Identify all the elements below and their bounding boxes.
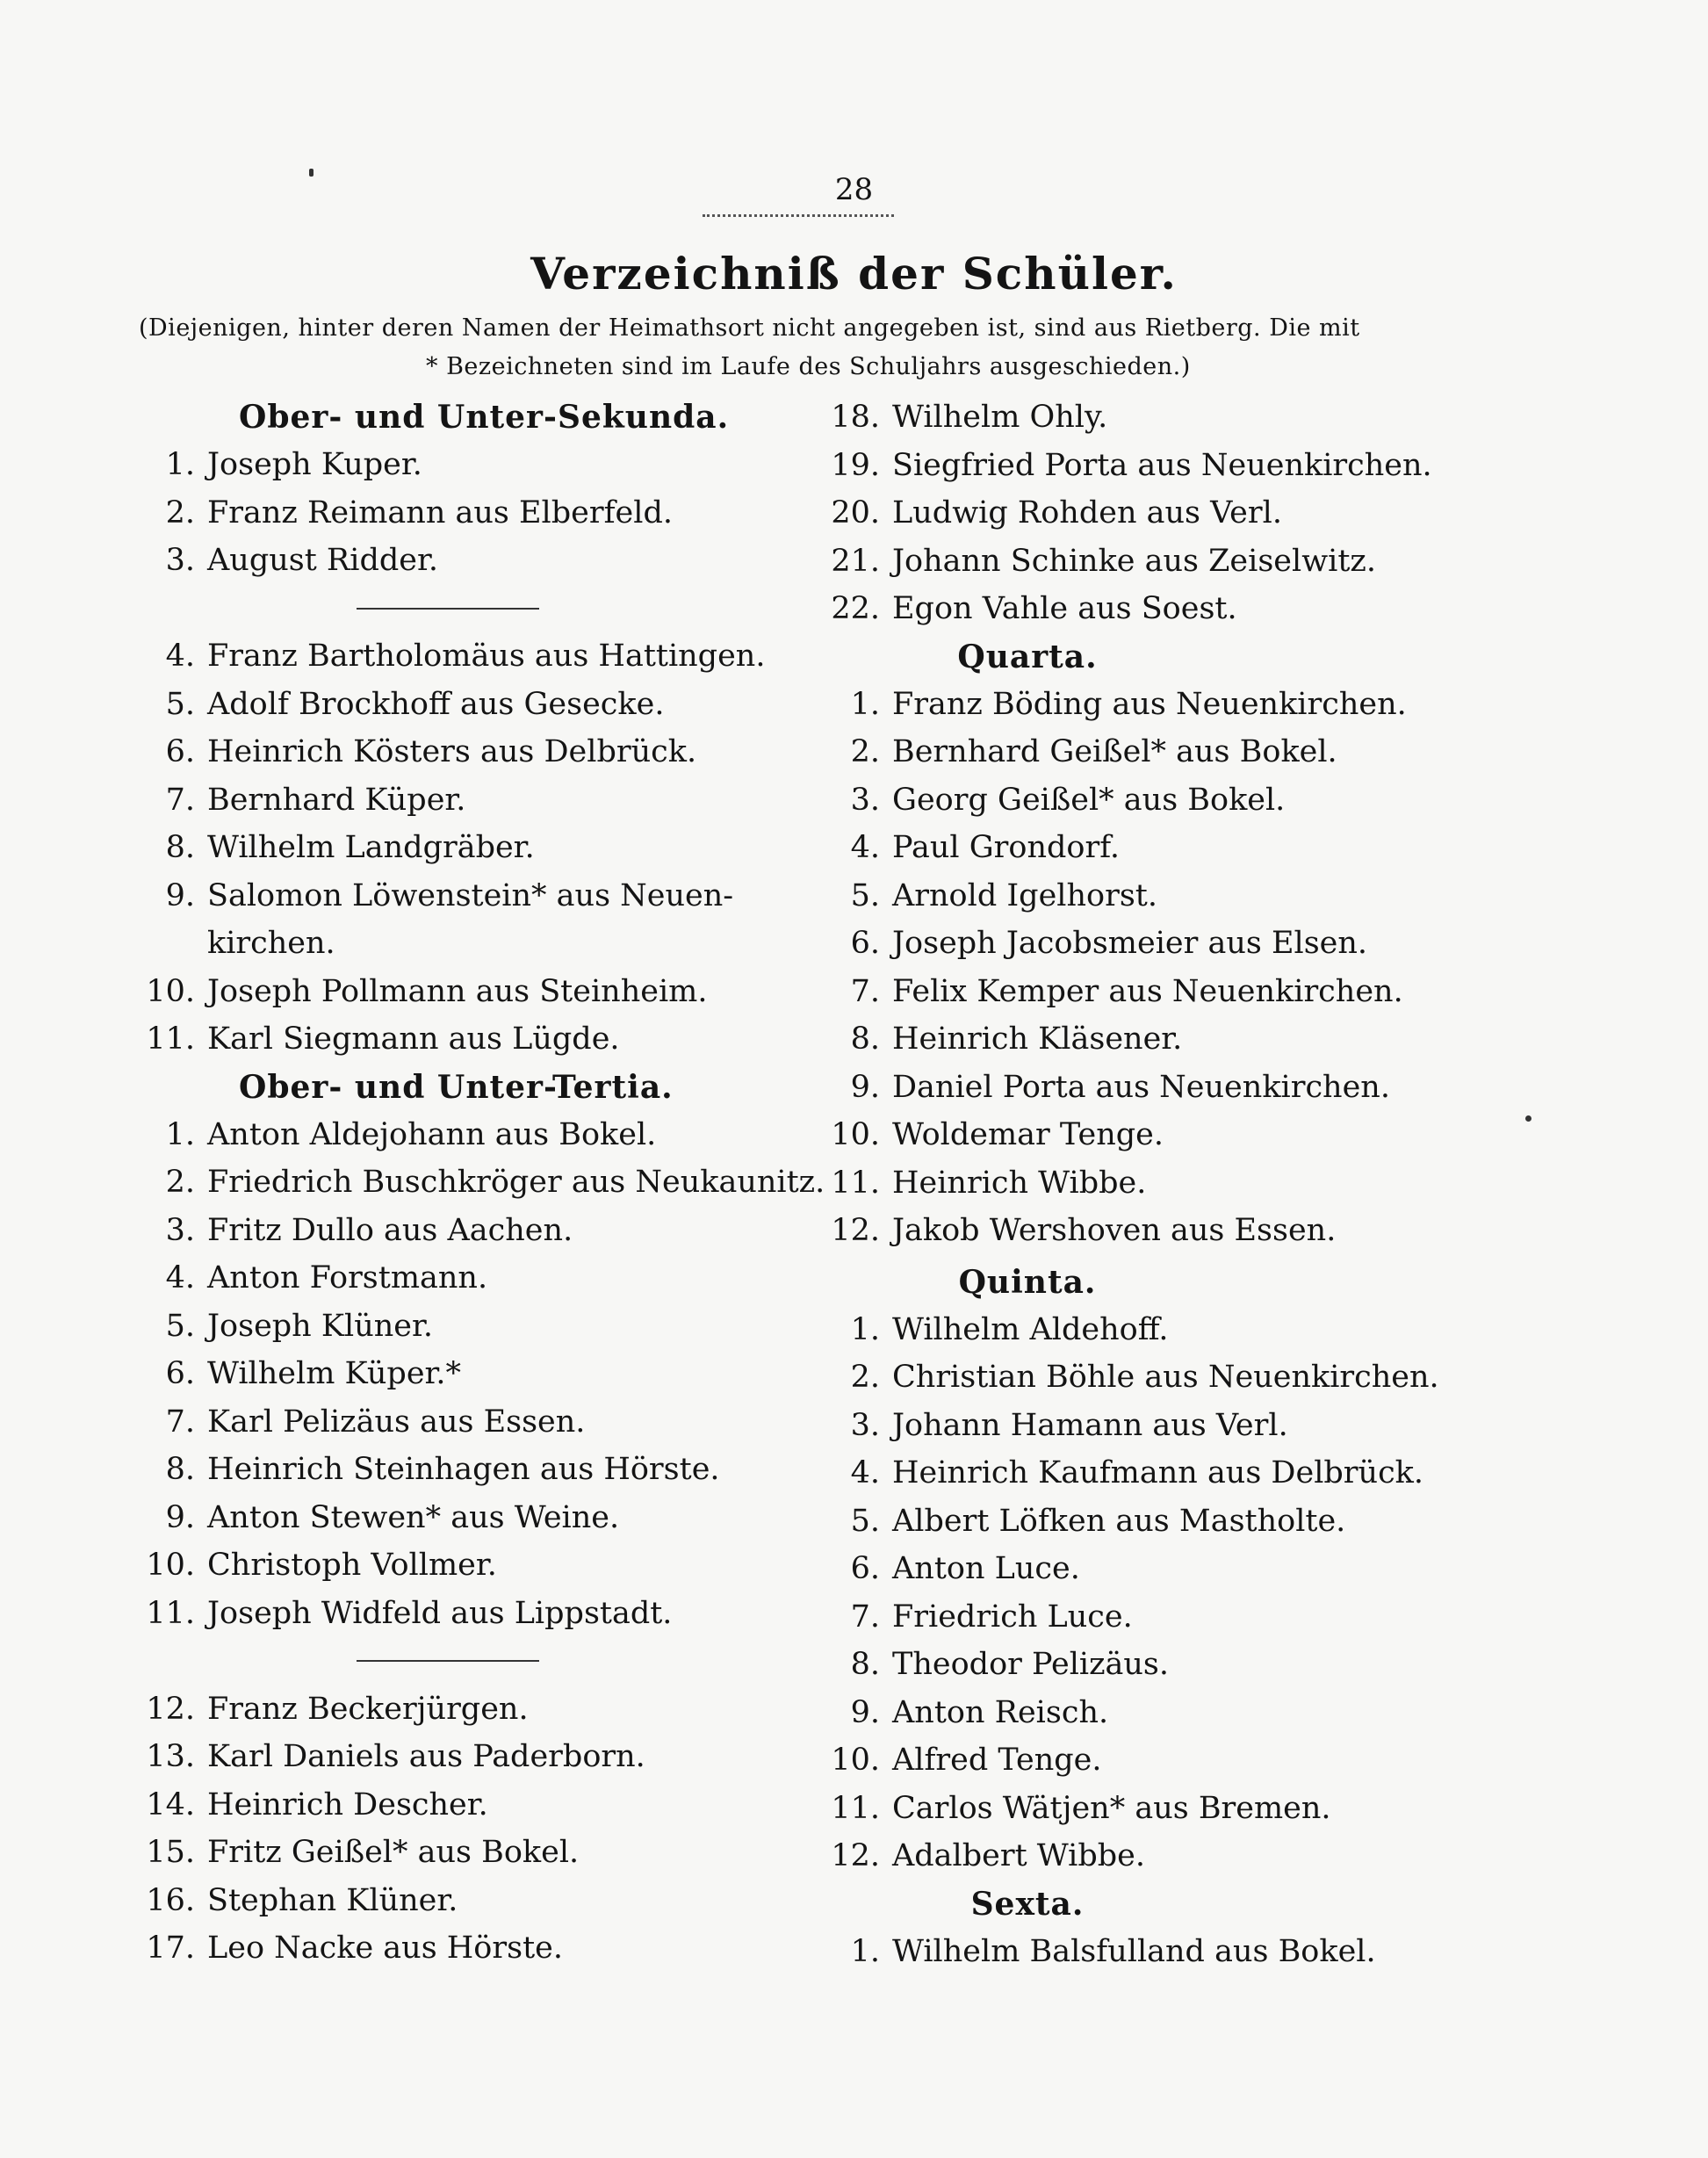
- entry-number: 9.: [165, 1499, 195, 1535]
- student-entry: [132, 1924, 817, 1973]
- student-entry: [132, 1781, 817, 1830]
- student-name: Egon Vahle aus Soest.: [892, 591, 1237, 626]
- student-entry: [132, 1398, 817, 1447]
- entry-number: 11.: [146, 1021, 195, 1057]
- dotted-rule: [703, 214, 894, 217]
- entry-number: 2.: [165, 1165, 195, 1200]
- entry-number: 1.: [165, 1116, 195, 1152]
- student-entry: [132, 489, 817, 538]
- student-entry: [817, 681, 1519, 729]
- student-name: Heinrich Descher.: [207, 1786, 488, 1822]
- student-entry: [817, 1593, 1519, 1642]
- student-entry: [817, 1736, 1519, 1785]
- student-entry: [817, 1498, 1519, 1546]
- student-entry: [132, 1207, 817, 1255]
- student-entry: [132, 1541, 817, 1590]
- entry-number: 3.: [850, 1407, 880, 1443]
- student-entry: [817, 920, 1519, 968]
- student-entry: [817, 1015, 1519, 1064]
- student-entry: [132, 968, 817, 1016]
- page-title: Verzeichniß der Schüler.: [530, 248, 1178, 300]
- entry-number: 7.: [850, 1599, 880, 1635]
- student-entry: [132, 632, 817, 681]
- student-name: Ludwig Rohden aus Verl.: [892, 495, 1282, 530]
- entry-number: 2.: [850, 1360, 880, 1395]
- entry-number: 12.: [831, 1838, 880, 1873]
- margin-speck: [1525, 1115, 1531, 1122]
- section-heading-quarta: Quarta.: [957, 638, 1098, 675]
- entry-number: 6.: [850, 1551, 880, 1586]
- entry-number: 5.: [850, 877, 880, 913]
- student-entry: [132, 1494, 817, 1542]
- entry-number: 11.: [146, 1595, 195, 1631]
- student-name: Alfred Tenge.: [892, 1743, 1102, 1778]
- entry-number: 4.: [850, 1455, 880, 1490]
- student-name: Joseph Kuper.: [207, 447, 422, 482]
- student-name: Anton Forstmann.: [207, 1260, 488, 1296]
- entry-number: 4.: [165, 1260, 195, 1296]
- student-name: Joseph Widfeld aus Lippstadt.: [207, 1595, 673, 1631]
- student-entry: [817, 1306, 1519, 1354]
- student-name: Siegfried Porta aus Neuenkirchen.: [892, 447, 1432, 483]
- student-entry: [132, 681, 817, 729]
- entry-number: 5.: [165, 686, 195, 722]
- student-name: Anton Reisch.: [892, 1694, 1109, 1730]
- student-name: Christoph Vollmer.: [207, 1548, 497, 1583]
- student-name: Theodor Pelizäus.: [892, 1647, 1170, 1682]
- student-entry: [132, 1829, 817, 1877]
- student-name: Fritz Geißel* aus Bokel.: [207, 1835, 580, 1870]
- student-name: Karl Siegmann aus Lügde.: [207, 1021, 620, 1057]
- student-entry: [817, 1159, 1519, 1208]
- student-name: Friedrich Luce.: [892, 1599, 1133, 1635]
- student-entry: [132, 1350, 817, 1398]
- student-entry: [817, 1545, 1519, 1593]
- student-entry: [817, 1832, 1519, 1880]
- student-name: Wilhelm Aldehoff.: [892, 1311, 1169, 1347]
- page-number: 28: [834, 172, 874, 207]
- entry-number: 22.: [831, 591, 880, 626]
- student-entry: [132, 728, 817, 776]
- left-column: [132, 393, 825, 1973]
- student-entry: [817, 1064, 1519, 1112]
- student-name: Adalbert Wibbe.: [892, 1838, 1145, 1873]
- entry-number: 20.: [831, 495, 880, 530]
- student-name: Felix Kemper aus Neuenkirchen.: [892, 973, 1403, 1009]
- entry-number: 6.: [850, 926, 880, 961]
- entry-number: 7.: [850, 973, 880, 1009]
- student-entry: [817, 1449, 1519, 1498]
- entry-number: 13.: [146, 1739, 195, 1774]
- section-heading-quinta: Quinta.: [958, 1263, 1097, 1301]
- student-name: August Ridder.: [207, 543, 438, 578]
- student-name: Franz Beckerjürgen.: [207, 1691, 529, 1727]
- student-entry: [132, 776, 817, 825]
- entry-number: 3.: [165, 543, 195, 578]
- student-name: Anton Aldejohann aus Bokel.: [207, 1116, 657, 1152]
- student-name: Bernhard Küper.: [207, 782, 466, 818]
- entry-number: 17.: [146, 1931, 195, 1966]
- student-name: Franz Böding aus Neuenkirchen.: [892, 686, 1407, 722]
- entry-number: 3.: [850, 782, 880, 818]
- entry-number: 12.: [146, 1691, 195, 1727]
- student-name: Stephan Klüner.: [207, 1882, 458, 1918]
- student-name: Paul Grondorf.: [892, 830, 1121, 865]
- student-entry: [817, 1928, 1519, 1976]
- divider-line: [357, 1660, 539, 1662]
- student-entry: [132, 1111, 817, 1159]
- student-entry: [817, 824, 1519, 872]
- student-name: Joseph Jacobsmeier aus Elsen.: [892, 926, 1368, 961]
- student-name: Heinrich Kaufmann aus Delbrück.: [892, 1455, 1424, 1490]
- divider-line: [357, 608, 539, 610]
- student-entry: [132, 1685, 817, 1734]
- student-name: Albert Löfken aus Mastholte.: [892, 1503, 1346, 1539]
- student-name: Joseph Klüner.: [207, 1308, 433, 1344]
- student-entry: [817, 585, 1519, 633]
- entry-number: 7.: [165, 1404, 195, 1440]
- student-entry: [817, 393, 1519, 442]
- entry-number: 1.: [850, 686, 880, 722]
- student-entry: [817, 1353, 1519, 1402]
- section-heading-sekunda: Ober- und Unter-Sekunda.: [239, 399, 730, 436]
- student-name: Wilhelm Balsfulland aus Bokel.: [892, 1933, 1376, 1969]
- student-name: Jakob Wershoven aus Essen.: [892, 1213, 1337, 1248]
- student-entry: [817, 442, 1519, 490]
- student-entry: [817, 1111, 1519, 1159]
- entry-number: 15.: [146, 1835, 195, 1870]
- student-name: Franz Bartholomäus aus Hattingen.: [207, 639, 766, 674]
- entry-number: 10.: [146, 973, 195, 1009]
- entry-number: 7.: [165, 782, 195, 818]
- student-entry: [132, 1158, 825, 1207]
- student-name: Wilhelm Küper.*: [207, 1356, 462, 1391]
- entry-number: 11.: [831, 1790, 880, 1826]
- entry-number: 1.: [165, 447, 195, 482]
- student-entry: [132, 1254, 817, 1303]
- student-name: Daniel Porta aus Neuenkirchen.: [892, 1069, 1390, 1105]
- student-entry: [132, 1303, 817, 1351]
- entry-number: 9.: [165, 877, 195, 913]
- entry-number: 8.: [850, 1647, 880, 1682]
- entry-number: 10.: [831, 1743, 880, 1778]
- entry-number: 18.: [831, 400, 880, 435]
- student-name: Adolf Brockhoff aus Gesecke.: [207, 686, 665, 722]
- student-entry: [132, 872, 817, 920]
- student-entry: [817, 728, 1519, 776]
- student-name: Joseph Pollmann aus Steinheim.: [207, 973, 708, 1009]
- student-entry: [132, 1446, 817, 1494]
- student-entry: [817, 1785, 1519, 1833]
- entry-number: 9.: [850, 1694, 880, 1730]
- student-name: Fritz Dullo aus Aachen.: [207, 1212, 573, 1248]
- student-name: Karl Pelizäus aus Essen.: [207, 1404, 586, 1440]
- right-column: [817, 393, 1519, 1975]
- student-entry: [817, 489, 1519, 538]
- student-entry: [817, 1402, 1519, 1450]
- student-name: Heinrich Wibbe.: [892, 1165, 1147, 1201]
- student-name: Karl Daniels aus Paderborn.: [207, 1739, 645, 1774]
- entry-number: 6.: [165, 734, 195, 769]
- student-entry: [132, 1733, 817, 1781]
- student-entry: [817, 872, 1519, 920]
- entry-number: 1.: [850, 1311, 880, 1347]
- entry-number: 5.: [850, 1503, 880, 1539]
- note-line-1: (Diejenigen, hinter deren Namen der Heimathsort nicht angegeben ist, sind aus Rietberg. Die mit: [139, 314, 1360, 342]
- student-name: Wilhelm Landgräber.: [207, 830, 535, 865]
- student-name: Heinrich Kläsener.: [892, 1021, 1183, 1057]
- section-heading-sexta: Sexta.: [970, 1885, 1085, 1923]
- entry-number: 10.: [146, 1548, 195, 1583]
- student-name: Heinrich Kösters aus Delbrück.: [207, 734, 697, 769]
- section-divider: [132, 585, 817, 633]
- entry-number: 2.: [165, 494, 195, 530]
- student-name: Anton Luce.: [892, 1551, 1080, 1586]
- student-entry: [817, 1641, 1519, 1689]
- student-entry: [132, 441, 817, 489]
- student-entry: [817, 538, 1519, 586]
- entry-number: 5.: [165, 1308, 195, 1344]
- entry-number: 12.: [831, 1213, 880, 1248]
- entry-number: 21.: [831, 543, 880, 579]
- entry-number: 8.: [165, 1452, 195, 1487]
- student-name: Bernhard Geißel* aus Bokel.: [892, 734, 1337, 769]
- student-name: Leo Nacke aus Hörste.: [207, 1931, 563, 1966]
- entry-number: 16.: [146, 1882, 195, 1918]
- student-entry: [132, 1590, 817, 1638]
- student-name: Christian Böhle aus Neuenkirchen.: [892, 1360, 1439, 1395]
- student-entry: [817, 1689, 1519, 1737]
- student-name: Heinrich Steinhagen aus Hörste.: [207, 1452, 720, 1487]
- student-entry: [817, 1207, 1519, 1255]
- entry-number: 14.: [146, 1786, 195, 1822]
- student-name: Friedrich Buschkröger aus Neukaunitz.: [207, 1165, 825, 1200]
- entry-number: 4.: [165, 639, 195, 674]
- note-line-2: * Bezeichneten sind im Laufe des Schuljahrs ausgeschieden.): [426, 353, 1191, 380]
- student-name: Franz Reimann aus Elberfeld.: [207, 494, 673, 530]
- student-name: Carlos Wätjen* aus Bremen.: [892, 1790, 1331, 1826]
- student-name: Anton Stewen* aus Weine.: [207, 1499, 620, 1535]
- entry-number: 3.: [165, 1212, 195, 1248]
- entry-number: 10.: [831, 1117, 880, 1152]
- student-name: Georg Geißel* aus Bokel.: [892, 782, 1286, 818]
- entry-continuation: kirchen.: [207, 926, 335, 961]
- student-entry: [817, 776, 1519, 825]
- student-name: Johann Schinke aus Zeiselwitz.: [892, 543, 1376, 579]
- entry-number: 11.: [831, 1165, 880, 1201]
- entry-number: 8.: [850, 1021, 880, 1057]
- student-entry: [132, 537, 817, 585]
- student-name: Wilhelm Ohly.: [892, 400, 1108, 435]
- entry-number: 2.: [850, 734, 880, 769]
- student-name: Woldemar Tenge.: [892, 1117, 1164, 1152]
- entry-number: 6.: [165, 1356, 195, 1391]
- student-entry: [132, 1877, 817, 1925]
- student-entry: [132, 824, 817, 872]
- student-name: Johann Hamann aus Verl.: [892, 1407, 1288, 1443]
- student-name: Arnold Igelhorst.: [892, 877, 1157, 913]
- student-name: Salomon Löwenstein* aus Neuen-: [207, 877, 734, 913]
- entry-number: 19.: [831, 447, 880, 483]
- entry-number: 9.: [850, 1069, 880, 1105]
- entry-number: 1.: [850, 1933, 880, 1969]
- student-entry: [132, 1015, 817, 1064]
- entry-number: 8.: [165, 830, 195, 865]
- section-heading-tertia: Ober- und Unter-Tertia.: [239, 1068, 674, 1106]
- entry-number: 4.: [850, 830, 880, 865]
- student-entry: [817, 968, 1519, 1016]
- section-divider: [132, 1637, 817, 1685]
